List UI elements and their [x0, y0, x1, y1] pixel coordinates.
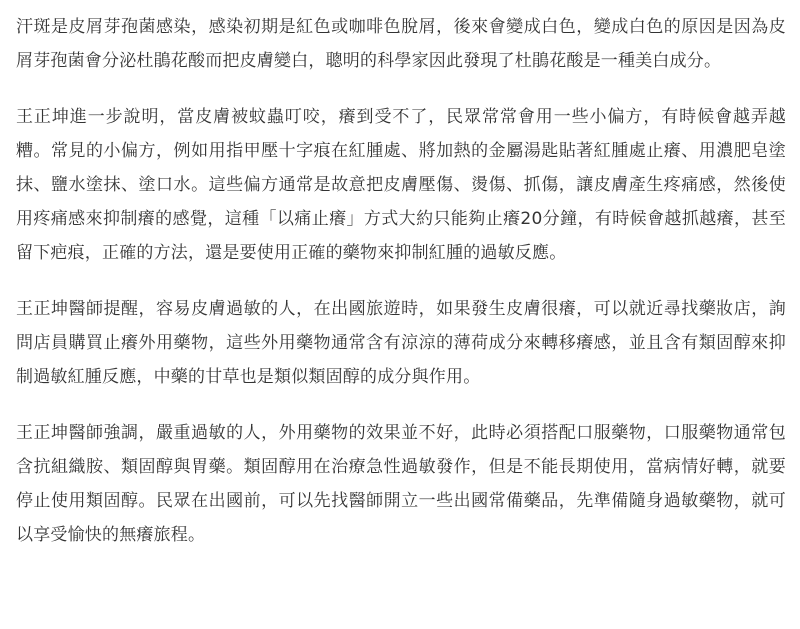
- paragraph-travel-advice: 王正坤醫師提醒，容易皮膚過敏的人，在出國旅遊時，如果發生皮膚很癢，可以就近尋找藥妝店，詢問店員購買止癢外用藥物，這些外用藥物通常含有涼涼的薄荷成分來轉移癢感，並且含有類固醇來抑制過敏紅腫反應，中藥的甘草也是類似類固醇的成分與作用。: [16, 299, 786, 387]
- paragraph-oral-medication: 王正坤醫師強調，嚴重過敏的人，外用藥物的效果並不好，此時必須搭配口服藥物，口服藥物通常包含抗組織胺、類固醇與胃藥。類固醇用在治療急性過敏發作，但是不能長期使用，當病情好轉，就要停止使用類固醇。民眾在出國前，可以先找醫師開立一些出國常備藥品，先準備隨身過敏藥物，就可以享受愉快的無癢旅程。: [16, 423, 786, 545]
- paragraph-home-remedies: 王正坤進一步說明，當皮膚被蚊蟲叮咬，癢到受不了，民眾常常會用一些小偏方，有時候會越弄越糟。常見的小偏方，例如用指甲壓十字痕在紅腫處、將加熱的金屬湯匙貼著紅腫處止癢、用濃肥皂塗抹、鹽水塗抹、塗口水。這些偏方通常是故意把皮膚壓傷、燙傷、抓傷，讓皮膚產生疼痛感，然後使用疼痛感來抑制癢的感覺，這種「以痛止癢」方式大約只能夠止癢20分鐘，有時候會越抓越癢，甚至留下疤痕，正確的方法，還是要使用正確的藥物來抑制紅腫的過敏反應。: [16, 107, 786, 263]
- paragraph-tinea-versicolor: 汗斑是皮屑芽孢菌感染，感染初期是紅色或咖啡色脫屑，後來會變成白色，變成白色的原因是因為皮屑芽孢菌會分泌杜鵑花酸而把皮膚變白，聰明的科學家因此發現了杜鵑花酸是一種美白成分。: [16, 17, 786, 71]
- article-body: [16, 10, 786, 574]
